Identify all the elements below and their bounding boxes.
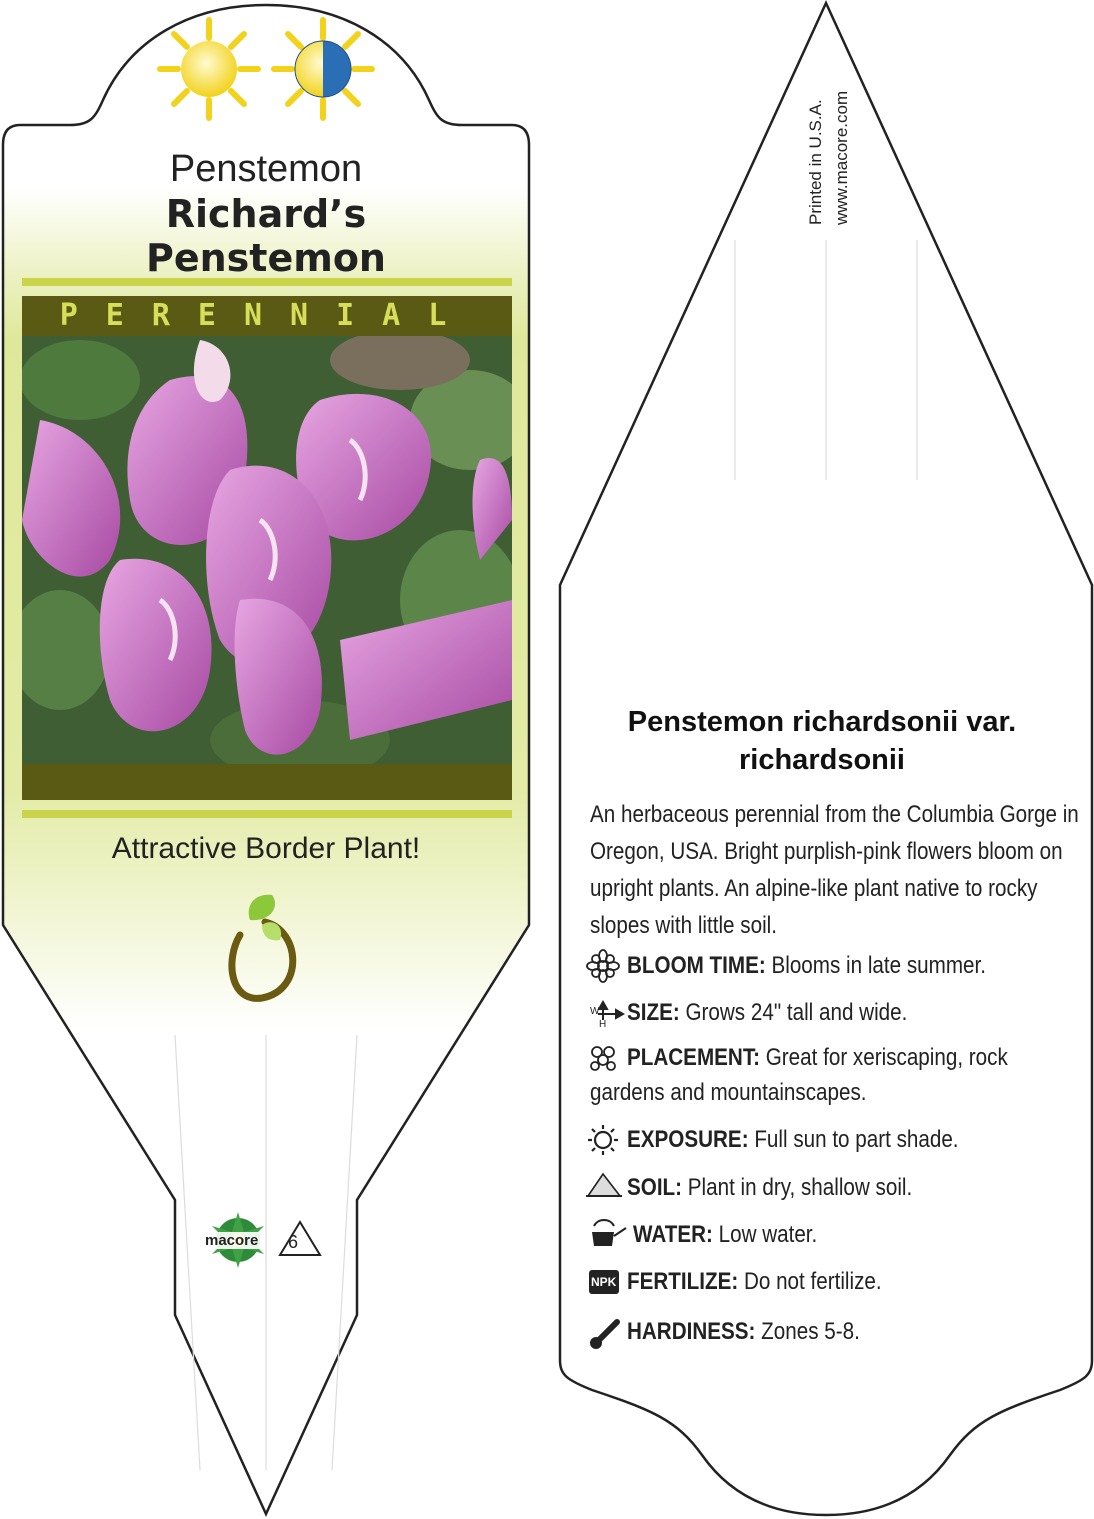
recycle-code: 6 [288,1232,299,1252]
print-note-website: www.macore.com [832,90,851,225]
attr-fertilize: FERTILIZE: Do not fertilize. [627,1268,882,1295]
attr-placement-cont: gardens and mountainscapes. [590,1079,867,1106]
attr-soil: SOIL: Plant in dry, shallow soil. [627,1174,913,1201]
common-name-line2: Penstemon [146,236,386,280]
botanical-name: Penstemon richardsonii var. richardsonii [627,706,1017,776]
full-sun-icon [160,20,258,118]
brand-name: macore [205,1232,259,1249]
attr-placement: PLACEMENT: Great for xeriscaping, rock [627,1044,1008,1071]
tagline: Attractive Border Plant! [111,832,421,865]
genus-name: Penstemon [169,148,363,190]
category-label: PERENNIAL [59,298,475,333]
print-note-country: Printed in U.S.A. [806,99,825,225]
attr-exposure: EXPOSURE: Full sun to part shade. [627,1126,959,1153]
part-sun-icon [274,20,372,118]
size-icon-w: W [590,1006,600,1017]
size-icon-h: H [599,1019,607,1030]
attr-size: SIZE: Grows 24" tall and wide. [627,999,908,1026]
attr-hardiness: HARDINESS: Zones 5-8. [627,1318,860,1345]
flower-photo [10,330,530,780]
attr-bloom-time: BLOOM TIME: Blooms in late summer. [627,952,986,979]
common-name-line1: Richard’s [165,192,367,236]
attr-water: WATER: Low water. [633,1221,818,1248]
description: An herbaceous perennial from the Columbia Gorge in Oregon, USA. Bright purplish-pink flowers bloom on upright plants. An alpine-like plant native to rocky slopes with little soil. [590,801,1079,939]
npk-icon-text: NPK [591,1275,617,1289]
